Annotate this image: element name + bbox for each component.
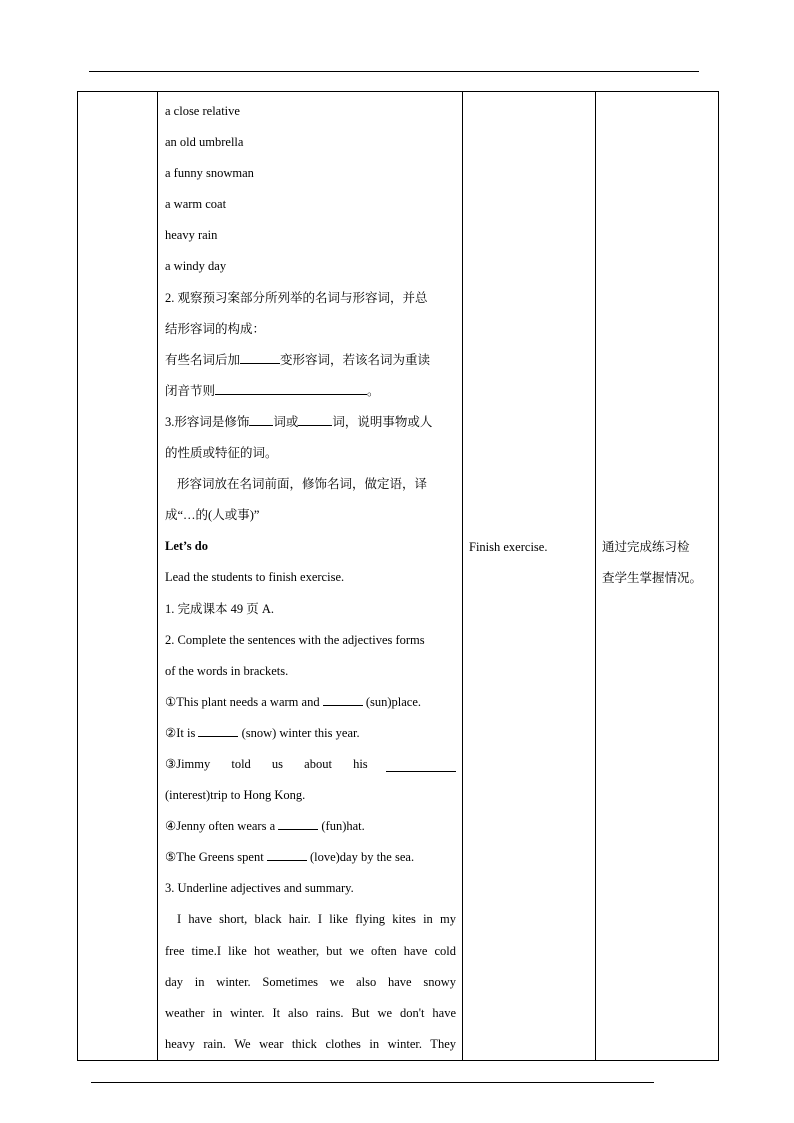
phrase-line: a warm coat bbox=[165, 197, 227, 212]
lesson-table bbox=[77, 91, 719, 1061]
phrase-line: a close relative bbox=[165, 104, 240, 118]
phrase-line: a windy day bbox=[165, 259, 227, 274]
fill-blank bbox=[240, 350, 280, 364]
student-activity-text: Finish exercise. bbox=[469, 540, 548, 554]
passage-line: free time.I like hot weather, but we often have cold bbox=[165, 943, 456, 958]
question-2-line: 2. 观察预习案部分所列举的名词与形容词，并总 bbox=[165, 290, 428, 305]
question-2-line: 有些名词后加 变形容词，若该名词为重读 bbox=[165, 345, 456, 376]
purpose-line: 查学生掌握情况。 bbox=[602, 571, 703, 586]
fill-blank bbox=[323, 692, 363, 706]
fill-blank bbox=[267, 847, 307, 861]
fill-blank bbox=[249, 412, 273, 426]
question-3-line: 形容词放在名词前面，修饰名词，做定语，译 bbox=[177, 477, 428, 492]
sentence-5: ⑤The Greens spent (love)day by the sea. bbox=[165, 842, 456, 873]
fill-blank bbox=[386, 758, 456, 772]
question-3-line: 的性质或特征的词。 bbox=[165, 446, 278, 461]
stage-cell bbox=[78, 92, 158, 1061]
sentence-2: ②It is (snow) winter this year. bbox=[165, 718, 456, 749]
lead-line: Lead the students to finish exercise. bbox=[165, 570, 345, 585]
sentence-4: ④Jenny often wears a (fun)hat. bbox=[165, 811, 456, 842]
sentence-3: ③Jimmy told us about his bbox=[165, 749, 456, 780]
passage-line: heavy rain. We wear thick clothes in winter. They bbox=[165, 1036, 456, 1051]
phrase-line: heavy rain bbox=[165, 228, 218, 243]
student-activity-cell bbox=[463, 92, 596, 1061]
passage-line: I have short, black hair. I like flying kites in my bbox=[177, 912, 456, 927]
question-3-line: 3.形容词是修饰 词或 词，说明事物或人 bbox=[165, 407, 456, 438]
question-2-line: 闭音节则 。 bbox=[165, 376, 456, 407]
exercise-1: 1. 完成课本 49 页 A. bbox=[165, 601, 275, 616]
question-2-line: 结形容词的构成： bbox=[165, 321, 266, 336]
sentence-3-cont: (interest)trip to Hong Kong. bbox=[165, 788, 306, 803]
teacher-activity-cell bbox=[158, 92, 463, 1061]
purpose-text bbox=[602, 532, 702, 594]
purpose-cell bbox=[596, 92, 719, 1061]
fill-blank bbox=[215, 381, 367, 395]
phrase-line: an old umbrella bbox=[165, 135, 244, 150]
phrase-line: a funny snowman bbox=[165, 166, 254, 181]
table-row bbox=[78, 92, 719, 1061]
passage-line: day in winter. Sometimes we also have snowy bbox=[165, 974, 456, 989]
purpose-line: 通过完成练习检 bbox=[602, 540, 690, 554]
header-rule bbox=[89, 71, 699, 72]
passage-line: weather in winter. It also rains. But we don't have bbox=[165, 1005, 456, 1020]
fill-blank bbox=[278, 816, 318, 830]
question-3-line: 成“…的(人或事)” bbox=[165, 508, 260, 523]
exercise-3: 3. Underline adjectives and summary. bbox=[165, 881, 354, 896]
lets-do-heading: Let’s do bbox=[165, 539, 208, 554]
sentence-1: ①This plant needs a warm and (sun)place. bbox=[165, 687, 456, 718]
fill-blank bbox=[198, 723, 238, 737]
fill-blank bbox=[298, 412, 332, 426]
footer-rule bbox=[91, 1082, 654, 1083]
exercise-2-line: of the words in brackets. bbox=[165, 663, 289, 678]
exercise-2-line: 2. Complete the sentences with the adjectives forms bbox=[165, 632, 425, 647]
